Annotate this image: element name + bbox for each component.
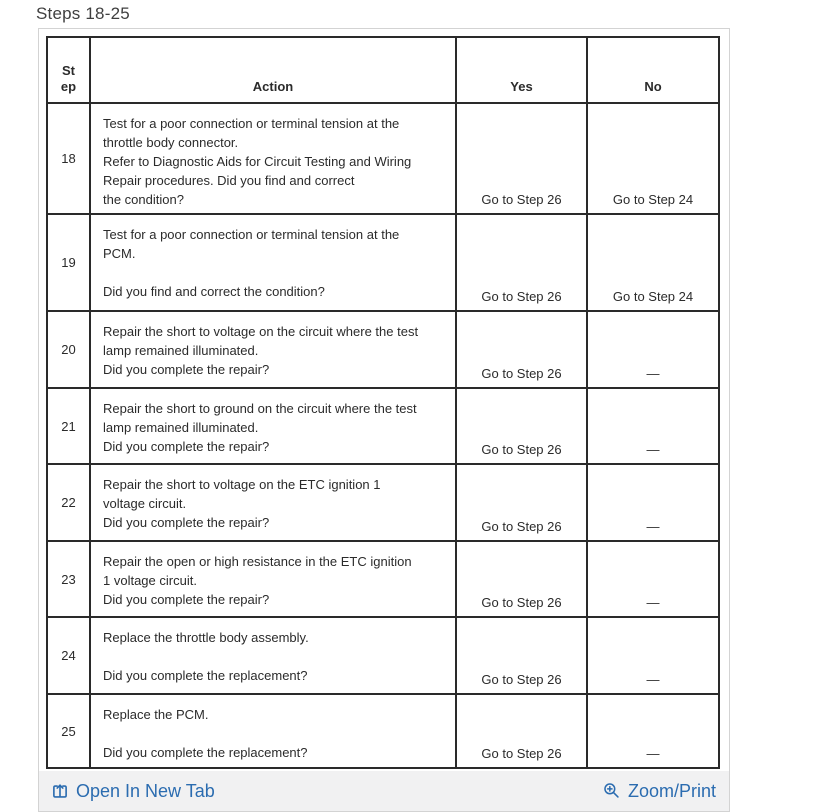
no-cell: — bbox=[587, 311, 719, 388]
step-number: 23 bbox=[47, 541, 90, 617]
document-viewer bbox=[38, 28, 730, 812]
step-number: 22 bbox=[47, 464, 90, 541]
action-line: Replace the PCM. bbox=[103, 707, 209, 722]
table-row bbox=[47, 311, 719, 388]
open-in-new-tab-icon bbox=[51, 782, 69, 800]
action-cell bbox=[90, 214, 456, 311]
action-line: Repair the open or high resistance in the ETC ignition bbox=[103, 554, 412, 569]
action-line: throttle body connector. bbox=[103, 135, 239, 150]
action-line: Did you find and correct the condition? bbox=[103, 284, 325, 299]
zoom-print-link[interactable] bbox=[603, 782, 716, 800]
table-row bbox=[47, 388, 719, 464]
action-cell bbox=[90, 311, 456, 388]
no-cell: — bbox=[587, 464, 719, 541]
yes-cell: Go to Step 26 bbox=[456, 464, 587, 541]
yes-cell: Go to Step 26 bbox=[456, 541, 587, 617]
yes-cell: Go to Step 26 bbox=[456, 103, 587, 214]
action-line: lamp remained illuminated. bbox=[103, 420, 259, 435]
header-step-line1: St bbox=[62, 63, 75, 78]
action-line: Repair the short to ground on the circuit where the test bbox=[103, 401, 417, 416]
steps-table bbox=[46, 36, 720, 769]
open-in-new-tab-label: Open In New Tab bbox=[76, 781, 215, 801]
table-row bbox=[47, 464, 719, 541]
action-line bbox=[103, 263, 441, 282]
yes-cell: Go to Step 26 bbox=[456, 694, 587, 768]
no-cell: Go to Step 24 bbox=[587, 214, 719, 311]
action-line: Did you complete the repair? bbox=[103, 592, 270, 607]
step-number: 20 bbox=[47, 311, 90, 388]
table-row bbox=[47, 617, 719, 694]
action-line: Repair the short to voltage on the circuit where the test bbox=[103, 324, 419, 339]
no-cell: Go to Step 24 bbox=[587, 103, 719, 214]
action-cell bbox=[90, 541, 456, 617]
step-number: 19 bbox=[47, 214, 90, 311]
step-number: 18 bbox=[47, 103, 90, 214]
no-cell: — bbox=[587, 694, 719, 768]
action-line: voltage circuit. bbox=[103, 496, 187, 511]
table-row bbox=[47, 103, 719, 214]
action-line: Refer to Diagnostic Aids for Circuit Testing and Wiring bbox=[103, 154, 412, 169]
header-yes: Yes bbox=[456, 37, 587, 103]
zoom-print-label: Zoom/Print bbox=[627, 781, 716, 801]
action-cell bbox=[90, 694, 456, 768]
header-no: No bbox=[587, 37, 719, 103]
step-number: 21 bbox=[47, 388, 90, 464]
action-line: 1 voltage circuit. bbox=[103, 573, 197, 588]
yes-cell: Go to Step 26 bbox=[456, 388, 587, 464]
page-title: Steps 18-25 bbox=[36, 4, 130, 23]
no-cell: — bbox=[587, 617, 719, 694]
viewer-footer bbox=[39, 771, 729, 811]
header-action: Action bbox=[90, 37, 456, 103]
action-cell bbox=[90, 617, 456, 694]
header-step bbox=[47, 37, 90, 103]
header-step-line2: ep bbox=[60, 79, 77, 94]
yes-cell: Go to Step 26 bbox=[456, 617, 587, 694]
action-line bbox=[103, 647, 441, 666]
open-in-new-tab-link[interactable] bbox=[51, 782, 215, 800]
action-line: Repair procedures. Did you find and correct bbox=[103, 173, 355, 188]
table-header-row bbox=[47, 37, 719, 103]
action-line bbox=[103, 724, 441, 743]
no-cell: — bbox=[587, 541, 719, 617]
steps-table-body bbox=[47, 103, 719, 768]
step-number: 24 bbox=[47, 617, 90, 694]
action-line: PCM. bbox=[103, 246, 136, 261]
action-line: Did you complete the repair? bbox=[103, 439, 270, 454]
action-line: lamp remained illuminated. bbox=[103, 343, 259, 358]
step-number: 25 bbox=[47, 694, 90, 768]
yes-cell: Go to Step 26 bbox=[456, 214, 587, 311]
action-line: Did you complete the repair? bbox=[103, 515, 270, 530]
action-line: Replace the throttle body assembly. bbox=[103, 630, 309, 645]
action-line: Repair the short to voltage on the ETC ignition 1 bbox=[103, 477, 381, 492]
action-cell bbox=[90, 464, 456, 541]
action-line: the condition? bbox=[103, 192, 184, 207]
table-row bbox=[47, 541, 719, 617]
action-line: Test for a poor connection or terminal tension at the bbox=[103, 227, 400, 242]
action-line: Test for a poor connection or terminal tension at the bbox=[103, 116, 400, 131]
action-line: Did you complete the replacement? bbox=[103, 668, 308, 683]
table-row bbox=[47, 694, 719, 768]
yes-cell: Go to Step 26 bbox=[456, 311, 587, 388]
action-line: Did you complete the repair? bbox=[103, 362, 270, 377]
action-line: Did you complete the replacement? bbox=[103, 745, 308, 760]
action-cell bbox=[90, 388, 456, 464]
action-cell bbox=[90, 103, 456, 214]
zoom-print-icon bbox=[603, 782, 621, 800]
table-row bbox=[47, 214, 719, 311]
table-container bbox=[39, 29, 729, 771]
no-cell: — bbox=[587, 388, 719, 464]
